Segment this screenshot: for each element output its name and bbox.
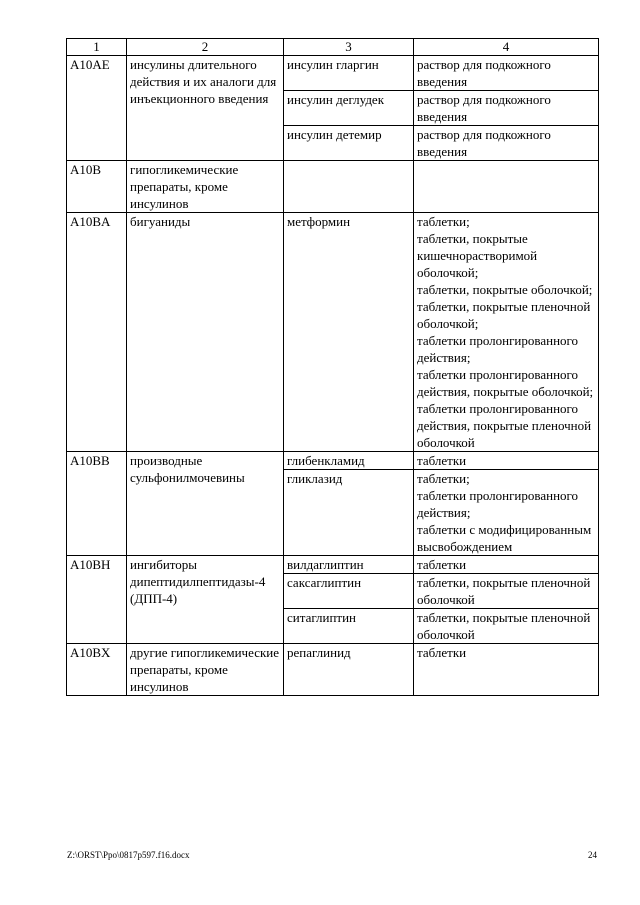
- header-cell-1: 1: [67, 39, 127, 56]
- dosage-form-cell: раствор для подкожного введения: [414, 126, 599, 161]
- atc-code-cell: A10BX: [67, 644, 127, 696]
- table-row: [67, 56, 599, 91]
- drug-table: [66, 38, 599, 696]
- group-cell: ингибиторы дипептидилпептидазы-4 (ДПП-4): [127, 556, 284, 644]
- footer-page-number: 24: [588, 850, 597, 860]
- group-cell: гипогликемические препараты, кроме инсулинов: [127, 161, 284, 213]
- group-cell: производные сульфонилмочевины: [127, 452, 284, 556]
- drug-cell: репаглинид: [284, 644, 414, 696]
- atc-code-cell: A10B: [67, 161, 127, 213]
- table-header-row: [67, 39, 599, 56]
- atc-code-cell: A10BH: [67, 556, 127, 644]
- dosage-form-cell: раствор для подкожного введения: [414, 91, 599, 126]
- group-cell: инсулины длительного действия и их аналоги для инъекционного введения: [127, 56, 284, 161]
- atc-code-cell: A10BA: [67, 213, 127, 452]
- drug-cell: глибенкламид: [284, 452, 414, 470]
- header-cell-3: 3: [284, 39, 414, 56]
- drug-cell: вилдаглиптин: [284, 556, 414, 574]
- table-row: [67, 213, 599, 452]
- drug-cell: инсулин гларгин: [284, 56, 414, 91]
- footer-file-path: Z:\ORST\Ppo\0817p597.f16.docx: [67, 850, 190, 860]
- dosage-form-cell: таблетки: [414, 644, 599, 696]
- table-row: [67, 452, 599, 470]
- header-cell-4: 4: [414, 39, 599, 56]
- drug-cell: инсулин деглудек: [284, 91, 414, 126]
- group-cell: бигуаниды: [127, 213, 284, 452]
- dosage-form-cell: таблетки: [414, 556, 599, 574]
- dosage-form-cell: таблетки, покрытые пленочной оболочкой: [414, 574, 599, 609]
- dosage-form-cell: таблетки; таблетки пролонгированного действия; таблетки с модифицированным высвобождением: [414, 470, 599, 556]
- atc-code-cell: A10BB: [67, 452, 127, 556]
- drug-cell: инсулин детемир: [284, 126, 414, 161]
- table-row: [67, 644, 599, 696]
- drug-cell: саксаглиптин: [284, 574, 414, 609]
- drug-cell: ситаглиптин: [284, 609, 414, 644]
- group-cell: другие гипогликемические препараты, кроме инсулинов: [127, 644, 284, 696]
- drug-cell: [284, 161, 414, 213]
- drug-cell: гликлазид: [284, 470, 414, 556]
- dosage-form-cell: таблетки: [414, 452, 599, 470]
- table-row: [67, 556, 599, 574]
- dosage-form-cell: таблетки; таблетки, покрытые кишечнорастворимой оболочкой; таблетки, покрытые оболочкой; таблетки, покрытые пленочной оболочкой; таблетки пролонгированного действия; таблетки пролонгированного действия, покрытые оболочкой; таблетки пролонгированного действия, покрытые пленочной оболочкой: [414, 213, 599, 452]
- dosage-form-cell: [414, 161, 599, 213]
- header-cell-2: 2: [127, 39, 284, 56]
- drug-cell: метформин: [284, 213, 414, 452]
- table-row: [67, 161, 599, 213]
- atc-code-cell: A10AE: [67, 56, 127, 161]
- dosage-form-cell: раствор для подкожного введения: [414, 56, 599, 91]
- dosage-form-cell: таблетки, покрытые пленочной оболочкой: [414, 609, 599, 644]
